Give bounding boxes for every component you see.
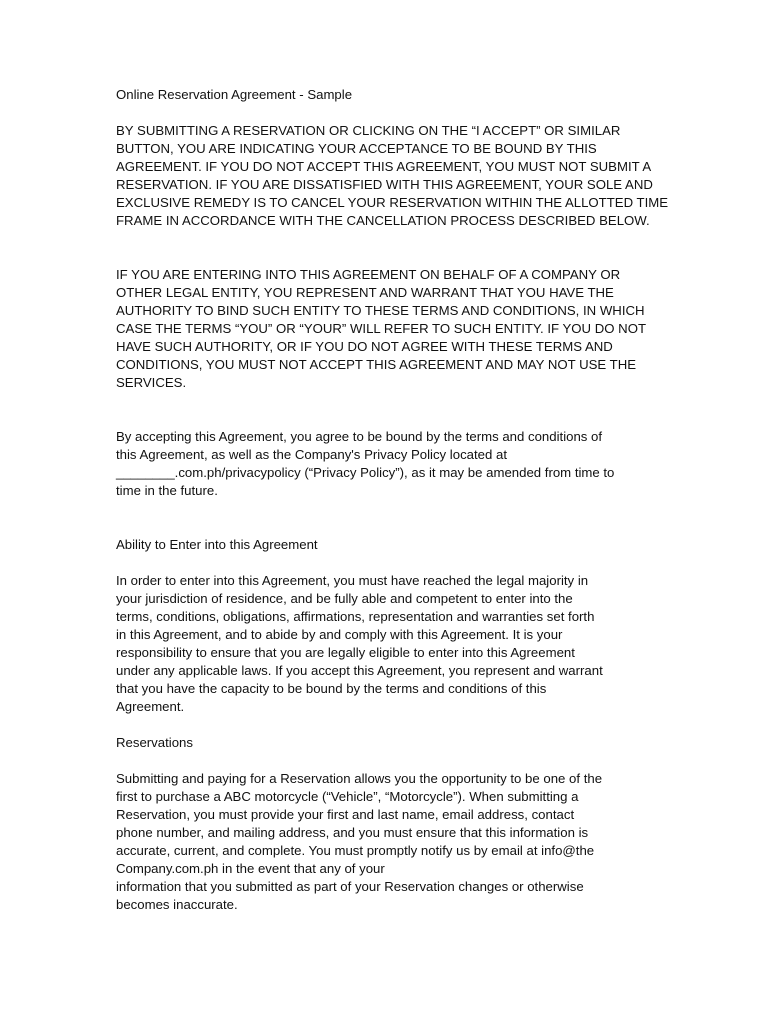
text-line: terms, conditions, obligations, affirmations, representation and warranties set forth [116,609,595,624]
text-line: that you have the capacity to be bound by the terms and conditions of this [116,681,547,696]
text-line: time in the future. [116,483,218,498]
text-line: In order to enter into this Agreement, you must have reached the legal majority in [116,573,589,588]
paragraph-ability [116,572,656,716]
spacer [116,392,656,428]
spacer [116,554,656,572]
text-line: Submitting and paying for a Reservation allows you the opportunity to be one of the [116,771,603,786]
text-line: SERVICES. [116,375,187,390]
text-line: in this Agreement, and to abide by and comply with this Agreement. It is your [116,627,563,642]
paragraph-privacy-policy [116,428,656,500]
text-line: HAVE SUCH AUTHORITY, OR IF YOU DO NOT AGREE WITH THESE TERMS AND [116,339,613,354]
text-line: FRAME IN ACCORDANCE WITH THE CANCELLATION PROCESS DESCRIBED BELOW. [116,213,650,228]
section-heading-reservations: Reservations [116,735,193,750]
text-line: By accepting this Agreement, you agree to be bound by the terms and conditions of [116,429,603,444]
text-line: CONDITIONS, YOU MUST NOT ACCEPT THIS AGREEMENT AND MAY NOT USE THE [116,357,637,372]
text-line: BY SUBMITTING A RESERVATION OR CLICKING ON THE “I ACCEPT” OR SIMILAR [116,123,621,138]
text-line: Company.com.ph in the event that any of your [116,861,385,876]
text-line: your jurisdiction of residence, and be fully able and competent to enter into the [116,591,573,606]
spacer [116,104,656,122]
text-line: this Agreement, as well as the Company's Privacy Policy located at [116,447,507,462]
spacer [116,500,656,536]
text-line: Agreement. [116,699,185,714]
paragraph-acceptance [116,122,669,230]
text-line: OTHER LEGAL ENTITY, YOU REPRESENT AND WARRANT THAT YOU HAVE THE [116,285,614,300]
text-line: ________.com.ph/privacypolicy (“Privacy Policy”), as it may be amended from time to [116,465,615,480]
text-line: IF YOU ARE ENTERING INTO THIS AGREEMENT ON BEHALF OF A COMPANY OR [116,267,621,282]
section-heading-ability: Ability to Enter into this Agreement [116,537,318,552]
text-line: information that you submitted as part of your Reservation changes or otherwise [116,879,584,894]
spacer [116,230,656,266]
text-line: phone number, and mailing address, and you must ensure that this information is [116,825,589,840]
text-line: under any applicable laws. If you accept this Agreement, you represent and warrant [116,663,603,678]
spacer [116,716,656,734]
text-line: RESERVATION. IF YOU ARE DISSATISFIED WITH THIS AGREEMENT, YOUR SOLE AND [116,177,653,192]
document-page [116,86,669,914]
text-line: becomes inaccurate. [116,897,238,912]
text-line: accurate, current, and complete. You must promptly notify us by email at info@the [116,843,595,858]
text-line: EXCLUSIVE REMEDY IS TO CANCEL YOUR RESERVATION WITHIN THE ALLOTTED TIME [116,195,669,210]
spacer [116,752,656,770]
text-line: Reservation, you must provide your first and last name, email address, contact [116,807,575,822]
paragraph-reservations [116,770,656,914]
text-line: AGREEMENT. IF YOU DO NOT ACCEPT THIS AGREEMENT, YOU MUST NOT SUBMIT A [116,159,652,174]
text-line: BUTTON, YOU ARE INDICATING YOUR ACCEPTANCE TO BE BOUND BY THIS [116,141,597,156]
document-title: Online Reservation Agreement - Sample [116,87,353,102]
text-line: AUTHORITY TO BIND SUCH ENTITY TO THESE TERMS AND CONDITIONS, IN WHICH [116,303,645,318]
paragraph-legal-entity [116,266,656,392]
text-line: responsibility to ensure that you are legally eligible to enter into this Agreement [116,645,575,660]
text-line: first to purchase a ABC motorcycle (“Vehicle”, “Motorcycle”). When submitting a [116,789,579,804]
text-line: CASE THE TERMS “YOU” OR “YOUR” WILL REFER TO SUCH ENTITY. IF YOU DO NOT [116,321,647,336]
